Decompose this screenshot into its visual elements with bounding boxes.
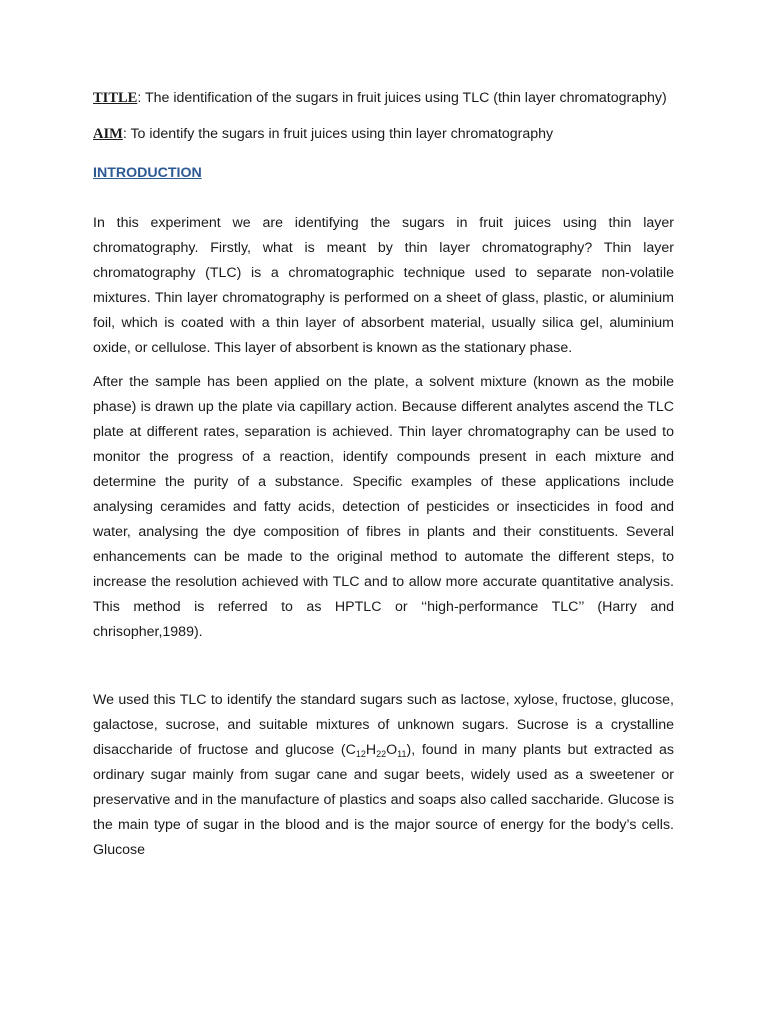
title-text: : The identification of the sugars in fruit juices using TLC (thin layer chromatography) (137, 90, 667, 106)
formula-hydrogen: H (365, 742, 377, 758)
introduction-heading: INTRODUCTION (93, 165, 202, 181)
title-paragraph (93, 86, 674, 111)
paragraph-3-after-formula: ), found in many plants but extracted as ordinary sugar mainly from sugar cane and sugar beets, widely used as a sweetener or preservative and in the manufacture of plastics and soaps also called saccharide. Glucose is the main type of sugar in the blood and is the major source of energy for the body’s cells. Glucose (93, 742, 675, 858)
formula-oxygen: O (386, 742, 398, 758)
formula-subscript-carbon: 12 (355, 749, 366, 759)
paragraph-3-before-formula: We used this TLC to identify the standard sugars such as lactose, xylose, fructose, glucose, galactose, sucrose, and suitable mixtures of unknown sugars. Sucrose is a crystalline disaccharide of fructose and glucose (C (93, 692, 674, 758)
aim-label: AIM (93, 126, 123, 142)
aim-paragraph (93, 122, 674, 147)
document-page (93, 86, 674, 872)
intro-paragraph-3 (93, 688, 674, 863)
formula-subscript-hydrogen: 22 (376, 749, 387, 759)
title-label: TITLE (93, 90, 138, 106)
aim-text: : To identify the sugars in fruit juices using thin layer chromatography (122, 126, 554, 142)
intro-paragraph-1: In this experiment we are identifying the sugars in fruit juices using thin layer chromatography. Firstly, what is meant by thin layer chromatography? Thin layer chromatography (TLC) is a chromatographic technique used to separate non-volatile mixtures. Thin layer chromatography is performed on a sheet of glass, plastic, or aluminium foil, which is coated with a thin layer of absorbent material, usually silica gel, aluminium oxide, or cellulose. This layer of absorbent is known as the stationary phase. (93, 215, 674, 356)
intro-paragraph-2: After the sample has been applied on the plate, a solvent mixture (known as the mobile phase) is drawn up the plate via capillary action. Because different analytes ascend the TLC plate at different rates, separation is achieved. Thin layer chromatography can be used to monitor the progress of a reaction, identify compounds present in each mixture and determine the purity of a substance. Specific examples of these applications include analysing ceramides and fatty acids, detection of pesticides or insecticides in food and water, analysing the dye composition of fibres in plants and their constituents. Several enhancements can be made to the original method to automate the different steps, to increase the resolution achieved with TLC and to allow more accurate quantitative analysis. This method is referred to as HPTLC or ‘‘high-performance TLC’’ (Harry and chrisopher,1989). (93, 374, 674, 640)
formula-subscript-oxygen: 11 (397, 749, 407, 759)
